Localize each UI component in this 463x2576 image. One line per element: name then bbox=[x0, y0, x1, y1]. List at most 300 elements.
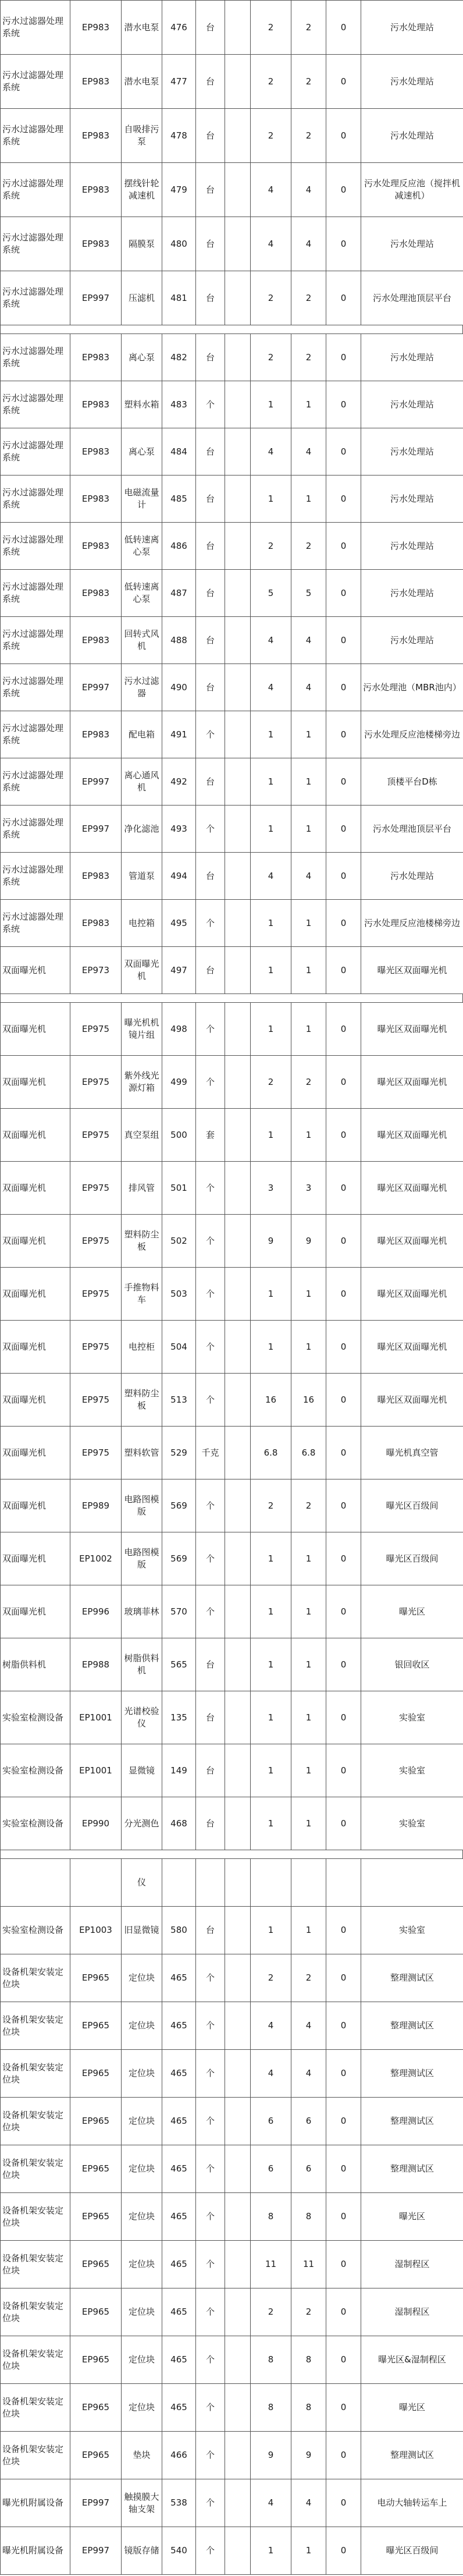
equipment-code-cell: EP997 bbox=[70, 2479, 122, 2527]
table-row bbox=[1, 55, 463, 109]
table-row bbox=[1, 1056, 463, 1109]
quantity-cell: 1 bbox=[251, 1585, 291, 1638]
equipment-code-cell: EP988 bbox=[70, 1638, 122, 1691]
equipment-name-cell: 树脂供料机 bbox=[1, 1638, 70, 1691]
checked-quantity-cell bbox=[291, 1859, 326, 1907]
location-cell: 曝光区双面曝光机 bbox=[361, 1109, 463, 1162]
location-cell: 污水处理池顶层平台 bbox=[361, 806, 463, 853]
device-name-cell: 摆线针轮减速机 bbox=[122, 163, 162, 217]
equipment-code-cell: EP997 bbox=[70, 806, 122, 853]
equipment-name-cell: 双面曝光机 bbox=[1, 1109, 70, 1162]
blank-cell bbox=[225, 947, 251, 994]
difference-cell: 0 bbox=[326, 570, 361, 617]
blank-cell bbox=[225, 1374, 251, 1427]
quantity-cell: 1 bbox=[251, 1532, 291, 1585]
quantity-cell: 1 bbox=[251, 1638, 291, 1691]
table-row bbox=[1, 163, 463, 217]
table-row bbox=[1, 1427, 463, 1479]
device-name-cell: 定位块 bbox=[122, 2241, 162, 2288]
device-name-cell: 塑料软管 bbox=[122, 1427, 162, 1479]
difference-cell: 0 bbox=[326, 1532, 361, 1585]
page-break bbox=[0, 1850, 463, 1858]
quantity-cell: 4 bbox=[251, 217, 291, 271]
device-name-cell: 管道泵 bbox=[122, 853, 162, 900]
equipment-code-cell: EP975 bbox=[70, 1268, 122, 1321]
equipment-name-cell: 双面曝光机 bbox=[1, 1479, 70, 1532]
equipment-name-cell: 双面曝光机 bbox=[1, 1056, 70, 1109]
table-row bbox=[1, 523, 463, 570]
location-cell: 污水处理站 bbox=[361, 55, 463, 109]
difference-cell: 0 bbox=[326, 476, 361, 523]
blank-cell bbox=[225, 428, 251, 476]
blank-cell bbox=[225, 2527, 251, 2575]
asset-number-cell: 135 bbox=[162, 1691, 196, 1744]
equipment-name-cell: 污水过滤器处理系统 bbox=[1, 55, 70, 109]
equipment-name-cell: 设备机架安装定位块 bbox=[1, 2241, 70, 2288]
blank-cell bbox=[225, 1003, 251, 1056]
equipment-code-cell: EP983 bbox=[70, 334, 122, 381]
asset-number-cell: 484 bbox=[162, 428, 196, 476]
location-cell: 湿制程区 bbox=[361, 2241, 463, 2288]
checked-quantity-cell: 8 bbox=[291, 2384, 326, 2432]
asset-number-cell: 488 bbox=[162, 617, 196, 664]
table-row bbox=[1, 1109, 463, 1162]
asset-number-cell: 492 bbox=[162, 758, 196, 806]
device-name-cell: 离心泵 bbox=[122, 334, 162, 381]
equipment-code-cell: EP983 bbox=[70, 711, 122, 758]
unit-cell: 台 bbox=[196, 1907, 225, 1954]
checked-quantity-cell: 2 bbox=[291, 334, 326, 381]
equipment-name-cell: 污水过滤器处理系统 bbox=[1, 334, 70, 381]
table-row bbox=[1, 947, 463, 994]
blank-cell bbox=[225, 2098, 251, 2145]
location-cell: 污水处理站 bbox=[361, 476, 463, 523]
device-name-cell: 回转式风机 bbox=[122, 617, 162, 664]
asset-number-cell: 466 bbox=[162, 2432, 196, 2479]
unit-cell: 个 bbox=[196, 2432, 225, 2479]
table-row bbox=[1, 617, 463, 664]
equipment-name-cell: 污水过滤器处理系统 bbox=[1, 617, 70, 664]
equipment-code-cell: EP1001 bbox=[70, 1691, 122, 1744]
checked-quantity-cell: 5 bbox=[291, 570, 326, 617]
unit-cell: 个 bbox=[196, 1215, 225, 1268]
blank-cell bbox=[225, 1321, 251, 1374]
table-row bbox=[1, 1268, 463, 1321]
asset-number-cell: 540 bbox=[162, 2527, 196, 2575]
difference-cell: 0 bbox=[326, 334, 361, 381]
asset-number-cell: 491 bbox=[162, 711, 196, 758]
equipment-code-cell: EP965 bbox=[70, 1954, 122, 2002]
device-name-cell: 潜水电泵 bbox=[122, 1, 162, 55]
device-name-cell: 玻璃菲林 bbox=[122, 1585, 162, 1638]
location-cell: 顶楼平台D栋 bbox=[361, 758, 463, 806]
equipment-name-cell: 污水过滤器处理系统 bbox=[1, 523, 70, 570]
checked-quantity-cell: 1 bbox=[291, 711, 326, 758]
device-name-cell: 光谱校验仪 bbox=[122, 1691, 162, 1744]
device-name-cell: 低转速离心泵 bbox=[122, 570, 162, 617]
blank-cell bbox=[225, 217, 251, 271]
equipment-code-cell: EP965 bbox=[70, 2432, 122, 2479]
quantity-cell: 4 bbox=[251, 853, 291, 900]
device-name-cell: 潜水电泵 bbox=[122, 55, 162, 109]
checked-quantity-cell: 1 bbox=[291, 758, 326, 806]
asset-number-cell: 570 bbox=[162, 1585, 196, 1638]
location-cell: 实验室 bbox=[361, 1691, 463, 1744]
equipment-code-cell: EP983 bbox=[70, 476, 122, 523]
unit-cell: 个 bbox=[196, 2098, 225, 2145]
device-name-cell: 定位块 bbox=[122, 2050, 162, 2098]
unit-cell: 个 bbox=[196, 2241, 225, 2288]
equipment-name-cell: 污水过滤器处理系统 bbox=[1, 271, 70, 325]
unit-cell: 台 bbox=[196, 617, 225, 664]
unit-cell: 个 bbox=[196, 2050, 225, 2098]
unit-cell: 个 bbox=[196, 2288, 225, 2336]
unit-cell: 台 bbox=[196, 758, 225, 806]
location-cell bbox=[361, 1859, 463, 1907]
unit-cell: 台 bbox=[196, 428, 225, 476]
table-row bbox=[1, 271, 463, 325]
device-name-cell: 离心泵 bbox=[122, 428, 162, 476]
difference-cell: 0 bbox=[326, 2002, 361, 2050]
device-name-cell: 电路图模版 bbox=[122, 1479, 162, 1532]
table-row bbox=[1, 1585, 463, 1638]
asset-number-cell: 504 bbox=[162, 1321, 196, 1374]
unit-cell: 台 bbox=[196, 55, 225, 109]
checked-quantity-cell: 2 bbox=[291, 1, 326, 55]
unit-cell: 个 bbox=[196, 1479, 225, 1532]
location-cell: 污水处理站 bbox=[361, 217, 463, 271]
asset-number-cell: 500 bbox=[162, 1109, 196, 1162]
difference-cell: 0 bbox=[326, 1321, 361, 1374]
location-cell: 曝光区双面曝光机 bbox=[361, 1268, 463, 1321]
table-row bbox=[1, 2241, 463, 2288]
blank-cell bbox=[225, 1797, 251, 1850]
table-row bbox=[1, 1954, 463, 2002]
asset-number-cell: 483 bbox=[162, 381, 196, 428]
asset-number-cell: 494 bbox=[162, 853, 196, 900]
difference-cell: 0 bbox=[326, 758, 361, 806]
quantity-cell: 6 bbox=[251, 2145, 291, 2193]
equipment-name-cell: 设备机架安装定位块 bbox=[1, 2288, 70, 2336]
quantity-cell: 2 bbox=[251, 334, 291, 381]
unit-cell: 台 bbox=[196, 570, 225, 617]
asset-number-cell: 529 bbox=[162, 1427, 196, 1479]
checked-quantity-cell: 2 bbox=[291, 1479, 326, 1532]
difference-cell: 0 bbox=[326, 1744, 361, 1797]
device-name-cell: 定位块 bbox=[122, 2193, 162, 2241]
equipment-code-cell: EP1002 bbox=[70, 1532, 122, 1585]
asset-number-cell: 497 bbox=[162, 947, 196, 994]
difference-cell: 0 bbox=[326, 1374, 361, 1427]
location-cell: 污水处理反应池楼梯旁边 bbox=[361, 900, 463, 947]
quantity-cell: 1 bbox=[251, 1744, 291, 1797]
checked-quantity-cell: 16 bbox=[291, 1374, 326, 1427]
equipment-name-cell: 双面曝光机 bbox=[1, 1321, 70, 1374]
unit-cell: 台 bbox=[196, 1797, 225, 1850]
device-name-cell: 定位块 bbox=[122, 2288, 162, 2336]
table-row bbox=[1, 217, 463, 271]
difference-cell: 0 bbox=[326, 1479, 361, 1532]
device-name-cell: 分光测色 bbox=[122, 1797, 162, 1850]
equipment-name-cell: 双面曝光机 bbox=[1, 1374, 70, 1427]
blank-cell bbox=[225, 2288, 251, 2336]
difference-cell: 0 bbox=[326, 2193, 361, 2241]
unit-cell bbox=[196, 1859, 225, 1907]
equipment-code-cell: EP997 bbox=[70, 664, 122, 711]
difference-cell: 0 bbox=[326, 271, 361, 325]
difference-cell: 0 bbox=[326, 806, 361, 853]
asset-number-cell: 465 bbox=[162, 2384, 196, 2432]
quantity-cell bbox=[251, 1859, 291, 1907]
table-row bbox=[1, 2432, 463, 2479]
quantity-cell: 1 bbox=[251, 1691, 291, 1744]
checked-quantity-cell: 4 bbox=[291, 428, 326, 476]
blank-cell bbox=[225, 1, 251, 55]
asset-number-cell: 499 bbox=[162, 1056, 196, 1109]
table-row bbox=[1, 2288, 463, 2336]
blank-cell bbox=[225, 1109, 251, 1162]
asset-number-cell: 465 bbox=[162, 2098, 196, 2145]
location-cell: 曝光区百级间 bbox=[361, 1479, 463, 1532]
equipment-name-cell: 双面曝光机 bbox=[1, 1585, 70, 1638]
checked-quantity-cell: 1 bbox=[291, 1797, 326, 1850]
equipment-code-cell: EP965 bbox=[70, 2241, 122, 2288]
difference-cell: 0 bbox=[326, 217, 361, 271]
device-name-cell: 显微镜 bbox=[122, 1744, 162, 1797]
equipment-code-cell: EP997 bbox=[70, 2527, 122, 2575]
checked-quantity-cell: 1 bbox=[291, 476, 326, 523]
device-name-cell: 曝光机机镜片组 bbox=[122, 1003, 162, 1056]
difference-cell: 0 bbox=[326, 1215, 361, 1268]
equipment-name-cell: 设备机架安装定位块 bbox=[1, 2193, 70, 2241]
quantity-cell: 2 bbox=[251, 1479, 291, 1532]
asset-number-cell: 465 bbox=[162, 1954, 196, 2002]
quantity-cell: 1 bbox=[251, 1797, 291, 1850]
unit-cell: 个 bbox=[196, 900, 225, 947]
quantity-cell: 4 bbox=[251, 428, 291, 476]
equipment-code-cell: EP997 bbox=[70, 758, 122, 806]
unit-cell: 个 bbox=[196, 1585, 225, 1638]
equipment-name-cell: 污水过滤器处理系统 bbox=[1, 109, 70, 163]
device-name-cell: 污水过滤器 bbox=[122, 664, 162, 711]
equipment-name-cell: 设备机架安装定位块 bbox=[1, 2336, 70, 2384]
blank-cell bbox=[225, 1056, 251, 1109]
device-name-cell: 定位块 bbox=[122, 2098, 162, 2145]
equipment-name-cell: 双面曝光机 bbox=[1, 947, 70, 994]
quantity-cell: 1 bbox=[251, 711, 291, 758]
blank-cell bbox=[225, 617, 251, 664]
difference-cell: 0 bbox=[326, 1907, 361, 1954]
location-cell: 整理测试区 bbox=[361, 2050, 463, 2098]
table-row bbox=[1, 381, 463, 428]
equipment-code-cell: EP965 bbox=[70, 2002, 122, 2050]
equipment-code-cell: EP975 bbox=[70, 1003, 122, 1056]
table-row bbox=[1, 664, 463, 711]
asset-number-cell: 468 bbox=[162, 1797, 196, 1850]
device-name-cell: 旧显微镜 bbox=[122, 1907, 162, 1954]
unit-cell: 台 bbox=[196, 664, 225, 711]
device-name-cell: 垫块 bbox=[122, 2432, 162, 2479]
checked-quantity-cell: 1 bbox=[291, 1907, 326, 1954]
device-name-cell: 仪 bbox=[122, 1859, 162, 1907]
blank-cell bbox=[225, 163, 251, 217]
equipment-code-cell: EP983 bbox=[70, 163, 122, 217]
equipment-name-cell: 双面曝光机 bbox=[1, 1427, 70, 1479]
difference-cell: 0 bbox=[326, 2527, 361, 2575]
asset-number-cell: 477 bbox=[162, 55, 196, 109]
equipment-name-cell: 污水过滤器处理系统 bbox=[1, 476, 70, 523]
device-name-cell: 自吸排污泵 bbox=[122, 109, 162, 163]
equipment-code-cell: EP983 bbox=[70, 55, 122, 109]
checked-quantity-cell: 4 bbox=[291, 617, 326, 664]
equipment-code-cell: EP983 bbox=[70, 617, 122, 664]
blank-cell bbox=[225, 1162, 251, 1215]
asset-number-cell: 465 bbox=[162, 2288, 196, 2336]
asset-number-cell: 580 bbox=[162, 1907, 196, 1954]
unit-cell: 个 bbox=[196, 2479, 225, 2527]
blank-cell bbox=[225, 1638, 251, 1691]
equipment-code-cell: EP973 bbox=[70, 947, 122, 994]
location-cell: 污水处理站 bbox=[361, 617, 463, 664]
device-name-cell: 塑料防尘板 bbox=[122, 1374, 162, 1427]
unit-cell: 个 bbox=[196, 1374, 225, 1427]
location-cell: 整理测试区 bbox=[361, 2432, 463, 2479]
difference-cell: 0 bbox=[326, 900, 361, 947]
checked-quantity-cell: 9 bbox=[291, 1215, 326, 1268]
table-row bbox=[1, 2002, 463, 2050]
equipment-name-cell: 双面曝光机 bbox=[1, 1003, 70, 1056]
checked-quantity-cell: 9 bbox=[291, 2432, 326, 2479]
equipment-name-cell: 设备机架安装定位块 bbox=[1, 2145, 70, 2193]
equipment-name-cell: 污水过滤器处理系统 bbox=[1, 664, 70, 711]
blank-cell bbox=[225, 109, 251, 163]
device-name-cell: 电磁流量计 bbox=[122, 476, 162, 523]
quantity-cell: 2 bbox=[251, 1, 291, 55]
checked-quantity-cell: 4 bbox=[291, 2050, 326, 2098]
unit-cell: 台 bbox=[196, 853, 225, 900]
quantity-cell: 4 bbox=[251, 2479, 291, 2527]
checked-quantity-cell: 2 bbox=[291, 109, 326, 163]
blank-cell bbox=[225, 1691, 251, 1744]
blank-cell bbox=[225, 758, 251, 806]
blank-cell bbox=[225, 1215, 251, 1268]
difference-cell: 0 bbox=[326, 2479, 361, 2527]
equipment-name-cell: 双面曝光机 bbox=[1, 1268, 70, 1321]
table-row bbox=[1, 900, 463, 947]
device-name-cell: 紫外线光源灯箱 bbox=[122, 1056, 162, 1109]
equipment-name-cell: 双面曝光机 bbox=[1, 1162, 70, 1215]
device-name-cell: 隔膜泵 bbox=[122, 217, 162, 271]
asset-number-cell: 502 bbox=[162, 1215, 196, 1268]
table-row bbox=[1, 2479, 463, 2527]
equipment-code-cell: EP965 bbox=[70, 2098, 122, 2145]
asset-number-cell: 465 bbox=[162, 2050, 196, 2098]
checked-quantity-cell: 4 bbox=[291, 217, 326, 271]
table-row bbox=[1, 2193, 463, 2241]
unit-cell: 个 bbox=[196, 1003, 225, 1056]
equipment-code-cell: EP989 bbox=[70, 1479, 122, 1532]
equipment-name-cell: 污水过滤器处理系统 bbox=[1, 217, 70, 271]
quantity-cell: 8 bbox=[251, 2384, 291, 2432]
table-row bbox=[1, 2384, 463, 2432]
equipment-code-cell: EP975 bbox=[70, 1056, 122, 1109]
difference-cell: 0 bbox=[326, 163, 361, 217]
table-row bbox=[1, 1003, 463, 1056]
table-row bbox=[1, 109, 463, 163]
asset-number-cell: 482 bbox=[162, 334, 196, 381]
unit-cell: 个 bbox=[196, 1532, 225, 1585]
location-cell: 实验室 bbox=[361, 1907, 463, 1954]
equipment-name-cell: 实验室检测设备 bbox=[1, 1691, 70, 1744]
location-cell: 实验室 bbox=[361, 1797, 463, 1850]
device-name-cell: 电控柜 bbox=[122, 1321, 162, 1374]
unit-cell: 台 bbox=[196, 334, 225, 381]
quantity-cell: 2 bbox=[251, 1954, 291, 2002]
equipment-name-cell: 污水过滤器处理系统 bbox=[1, 853, 70, 900]
location-cell: 曝光区 bbox=[361, 2193, 463, 2241]
table-row bbox=[1, 1691, 463, 1744]
quantity-cell: 1 bbox=[251, 947, 291, 994]
location-cell: 整理测试区 bbox=[361, 1954, 463, 2002]
equipment-code-cell: EP983 bbox=[70, 900, 122, 947]
unit-cell: 台 bbox=[196, 523, 225, 570]
asset-number-cell: 495 bbox=[162, 900, 196, 947]
equipment-code-cell bbox=[70, 1859, 122, 1907]
blank-cell bbox=[225, 1427, 251, 1479]
device-name-cell: 低转速离心泵 bbox=[122, 523, 162, 570]
location-cell: 整理测试区 bbox=[361, 2145, 463, 2193]
blank-cell bbox=[225, 853, 251, 900]
checked-quantity-cell: 3 bbox=[291, 1162, 326, 1215]
location-cell: 曝光区双面曝光机 bbox=[361, 1056, 463, 1109]
quantity-cell: 1 bbox=[251, 476, 291, 523]
equipment-code-cell: EP975 bbox=[70, 1374, 122, 1427]
quantity-cell: 6.8 bbox=[251, 1427, 291, 1479]
table-row bbox=[1, 1797, 463, 1850]
checked-quantity-cell: 2 bbox=[291, 2288, 326, 2336]
difference-cell: 0 bbox=[326, 664, 361, 711]
difference-cell: 0 bbox=[326, 2241, 361, 2288]
device-name-cell: 压滤机 bbox=[122, 271, 162, 325]
quantity-cell: 1 bbox=[251, 1321, 291, 1374]
unit-cell: 台 bbox=[196, 1, 225, 55]
inventory-table bbox=[0, 0, 463, 325]
checked-quantity-cell: 2 bbox=[291, 55, 326, 109]
location-cell: 曝光区 bbox=[361, 1585, 463, 1638]
checked-quantity-cell: 2 bbox=[291, 523, 326, 570]
checked-quantity-cell: 1 bbox=[291, 381, 326, 428]
checked-quantity-cell: 1 bbox=[291, 1003, 326, 1056]
equipment-code-cell: EP975 bbox=[70, 1162, 122, 1215]
equipment-name-cell: 实验室检测设备 bbox=[1, 1797, 70, 1850]
equipment-code-cell: EP983 bbox=[70, 570, 122, 617]
checked-quantity-cell: 1 bbox=[291, 900, 326, 947]
blank-cell bbox=[225, 900, 251, 947]
difference-cell: 0 bbox=[326, 109, 361, 163]
asset-number-cell bbox=[162, 1859, 196, 1907]
asset-number-cell: 498 bbox=[162, 1003, 196, 1056]
quantity-cell: 1 bbox=[251, 758, 291, 806]
difference-cell: 0 bbox=[326, 55, 361, 109]
equipment-code-cell: EP983 bbox=[70, 523, 122, 570]
blank-cell bbox=[225, 2241, 251, 2288]
asset-number-cell: 503 bbox=[162, 1268, 196, 1321]
unit-cell: 台 bbox=[196, 947, 225, 994]
device-name-cell: 镜版存储 bbox=[122, 2527, 162, 2575]
difference-cell: 0 bbox=[326, 711, 361, 758]
checked-quantity-cell: 1 bbox=[291, 947, 326, 994]
difference-cell: 0 bbox=[326, 428, 361, 476]
